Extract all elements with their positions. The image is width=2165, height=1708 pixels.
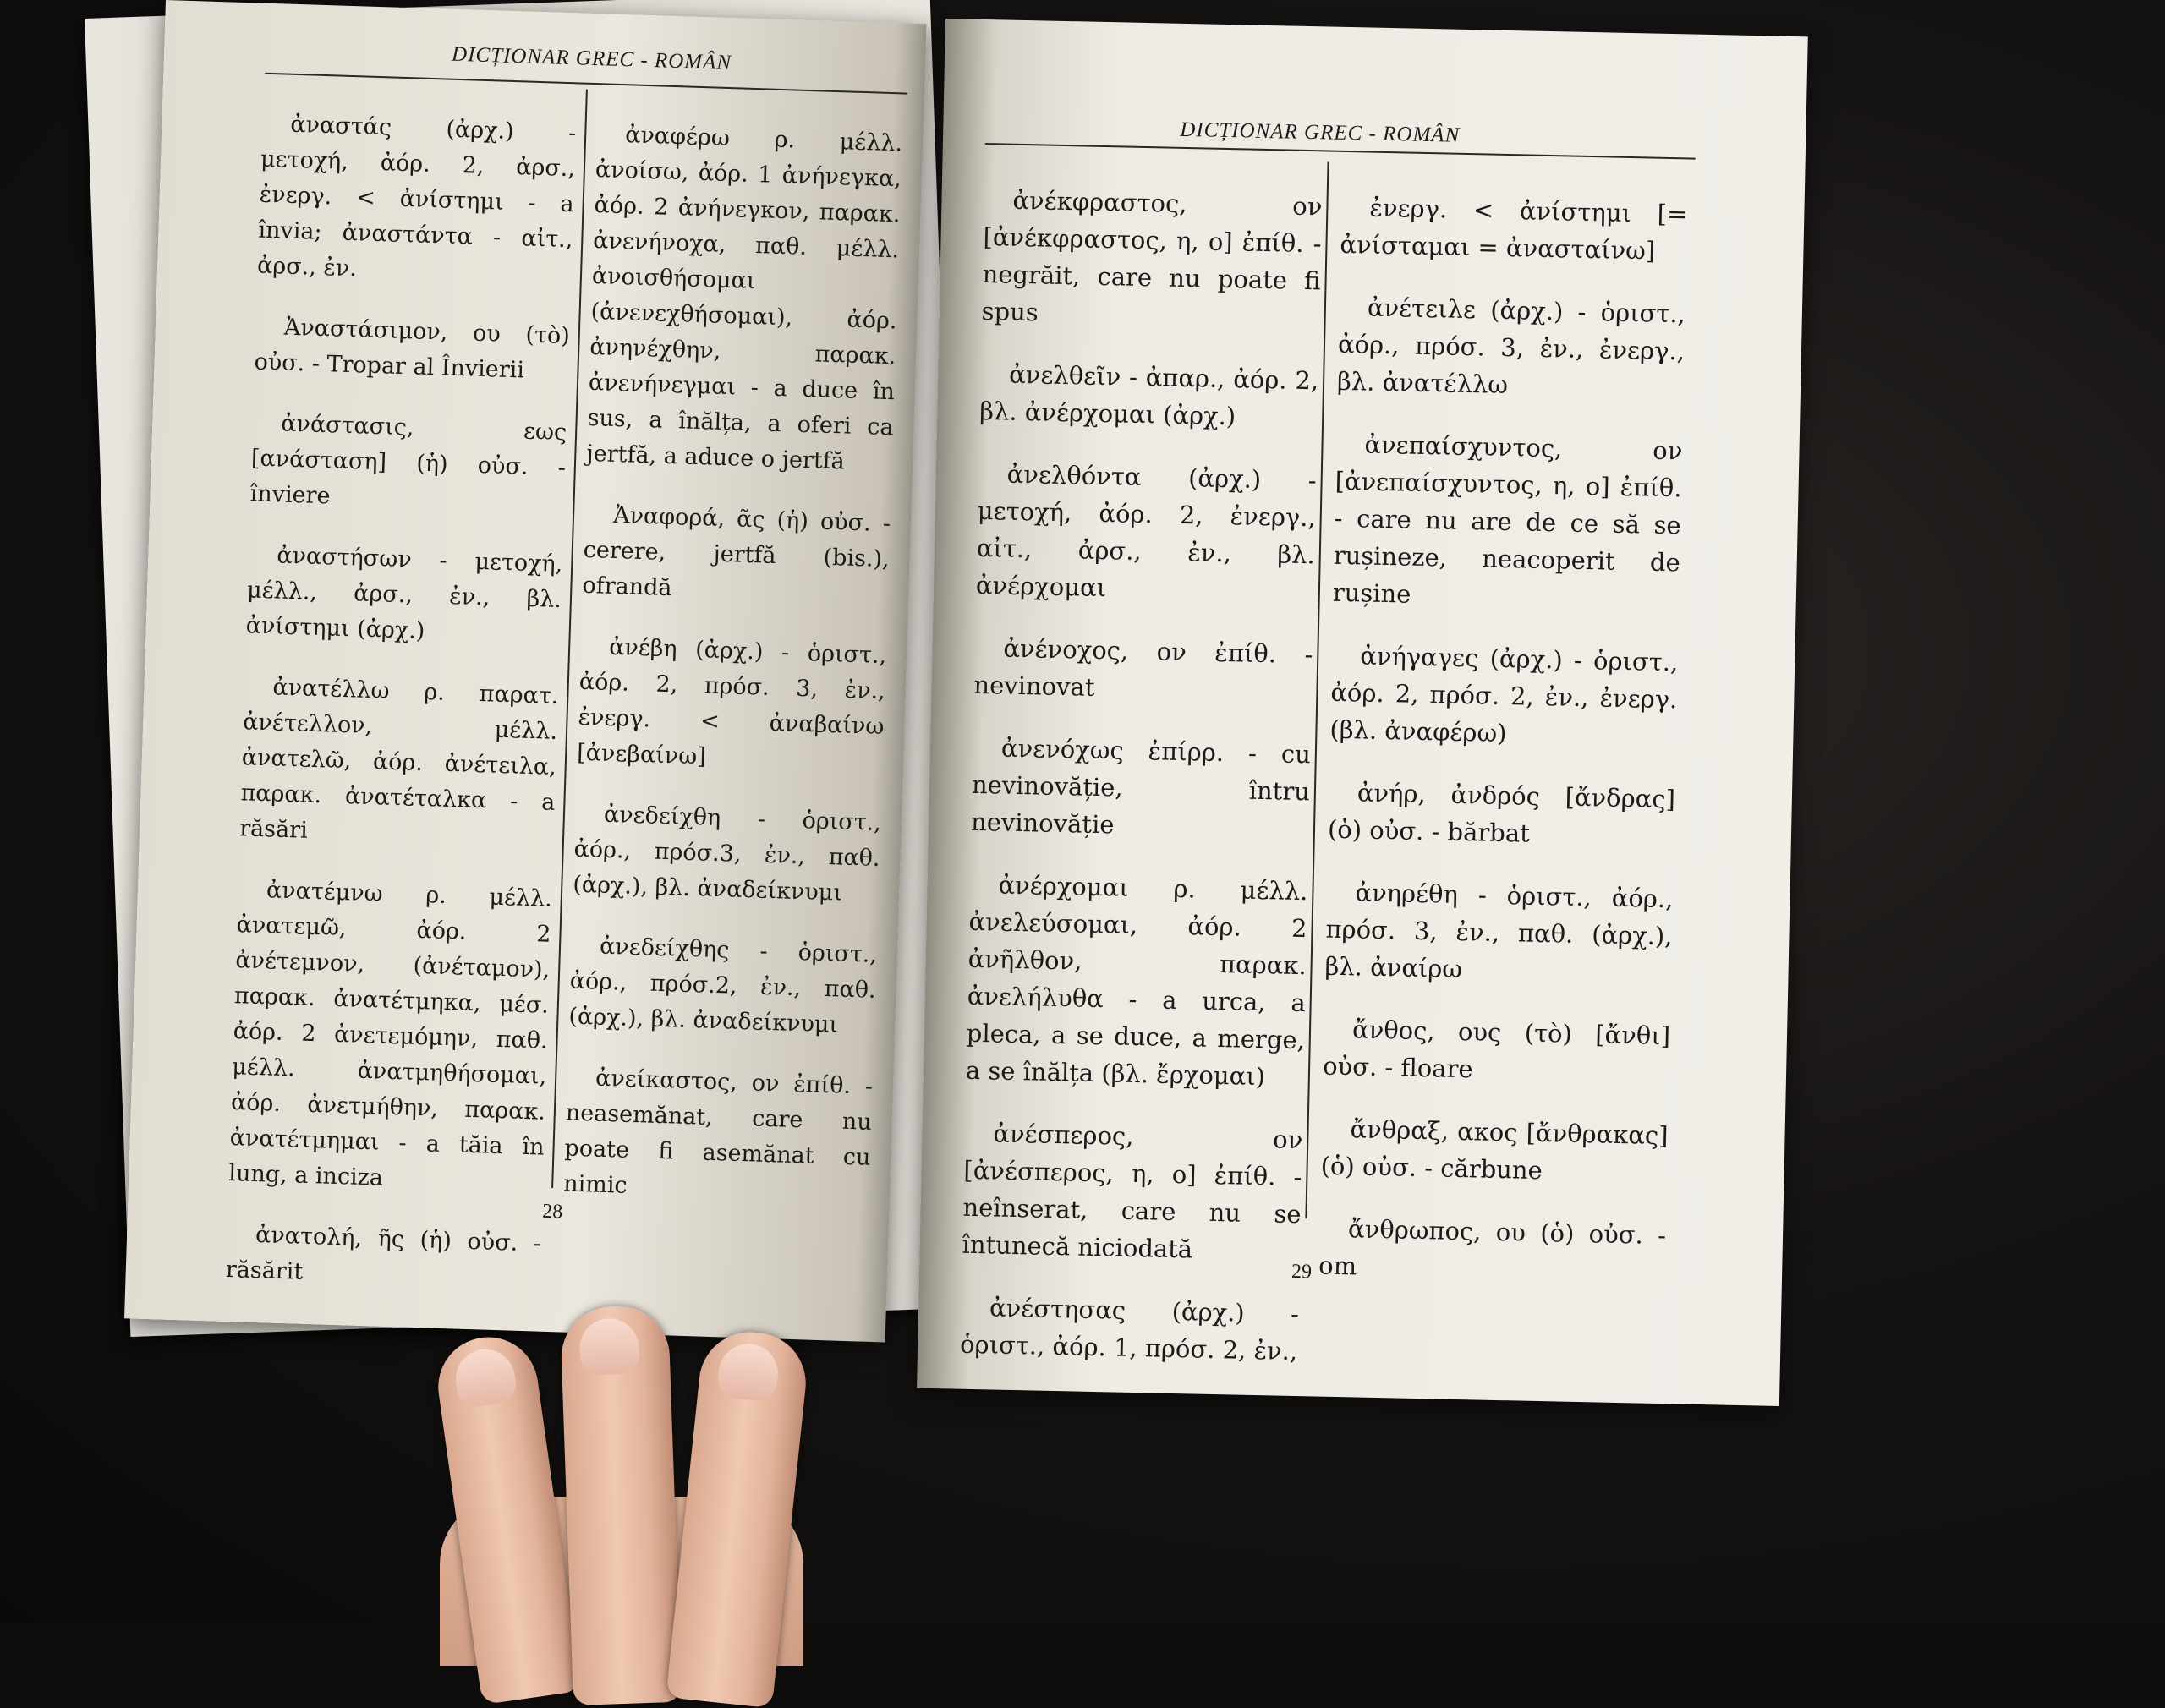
dictionary-entry: ἄνθος, ους (τὸ) [ἄνθι] οὐσ. - floare <box>1322 1015 1671 1084</box>
dictionary-entry: Ἀναφορά, ᾶς (ἡ) οὐσ. - cerere, jertfă (bis.), ofrandă <box>582 501 891 602</box>
dictionary-entry: ἀνενόχως ἐπίρρ. - cu nevinovăție, întru nevinovăție <box>970 733 1312 840</box>
dictionary-entry: ἀνατολή, ῆς (ἡ) οὐσ. - răsărit <box>225 1222 542 1285</box>
dictionary-entry: ἀνήγαγες (ἀρχ.) - ὁριστ., ἀόρ. 2, πρόσ. 2, ἐν., ἐνεργ. (βλ. ἀναφέρω) <box>1329 641 1679 748</box>
dictionary-entry: ἀνέτειλε (ἀρχ.) - ὁριστ., ἀόρ., πρόσ. 3, ἐν., ἐνεργ., βλ. ἀνατέλλω <box>1336 293 1686 400</box>
page-number-right: 29 <box>1291 1260 1313 1284</box>
dictionary-entry: Ἀναστάσιμον, ου (τὸ) οὐσ. - Tropar al Învierii <box>254 314 571 384</box>
dictionary-entry: ἀνέκφραστος, ον [ἀνέκφραστος, η, ο] ἐπίθ. - negrăit, care nu poate fi spus <box>981 185 1323 327</box>
right-page-column-a <box>959 156 1323 1395</box>
dictionary-entry: ἀνέβη (ἀρχ.) - ὁριστ., ἀόρ. 2, πρόσ. 3, ἐν., ἐνεργ. < ἀναβαίνω [ἀνεβαίνω] <box>576 633 887 770</box>
dictionary-entry: ἀνελθεῖν - ἀπαρ., ἀόρ. 2, βλ. ἀνέρχομαι (ἀρχ.) <box>978 359 1319 431</box>
dictionary-entry: ἄνθραξ, ακος [ἄνθρακας] (ὁ) οὐσ. - cărbune <box>1320 1114 1669 1185</box>
left-page-column-b <box>562 94 904 1237</box>
dictionary-entry: ἀνατέμνω ρ. μέλλ. ἀνατεμῶ, ἀόρ. 2 ἀνέτεμνον, (ἀνέταμον), παρακ. ἀνατέτμηκα, μέσ. ἀόρ. 2 ἀνετεμόμην, παθ. μέλλ. ἀνατμηθήσομαι, ἀόρ. ἀνετμήθην, παρακ. ἀνατέτμημαι - a tăia în lung, a inciza <box>227 877 553 1191</box>
dictionary-entry: ἀνέσπερος, ον [ἀνέσπερος, η, ο] ἐπίθ. - neînserat, care nu se întunecă niciodată <box>962 1119 1303 1264</box>
dictionary-entry: ἀναστήσων - μετοχή, μέλλ., ἀρσ., ἐν., βλ. ἀνίστημι (ἀρχ.) <box>245 542 563 644</box>
dictionary-entry: ἀνεδείχθης - ὁριστ., ἀόρ., πρόσ.2, ἐν., παθ. (ἀρχ.), βλ. ἀναδείκνυμι <box>567 933 878 1038</box>
fingernail <box>716 1341 781 1403</box>
dictionary-entry: ἀνεπαίσχυντος, ον [ἀνεπαίσχυντος, η, ο] ἐπίθ. - care nu are de ce să se rușineze, neacoperit de rușine <box>1332 430 1683 609</box>
dictionary-entry: ἀνέρχομαι ρ. μέλλ. ἀνελεύσομαι, ἀόρ. 2 ἀνῆλθον, παρακ. ἀνελήλυθα - a urca, a pleca, a se duce, a merge, a se înălța (βλ. ἔρχομαι) <box>965 870 1308 1092</box>
dictionary-entry: ἀνεδείχθη - ὁριστ., ἀόρ., πρόσ.3, ἐν., παθ. (ἀρχ.), βλ. ἀναδείκνυμι <box>572 801 882 906</box>
dictionary-entry: ἀνηρέθη - ὁριστ., ἀόρ., πρόσ. 3, ἐν., παθ. (ἀρχ.), βλ. ἀναίρω <box>1324 878 1674 984</box>
dictionary-entry: ἄνθρωπος, ου (ὁ) οὐσ. - om <box>1318 1214 1667 1281</box>
dictionary-entry: ἐνεργ. < ἀνίστημι [= ἀνίσταμαι = ἀνασταίνω] <box>1340 193 1688 266</box>
dictionary-entry: ἀνάστασις, εως [ανάσταση] (ἡ) οὐσ. - înviere <box>249 410 567 510</box>
dictionary-entry: ἀνελθόντα (ἀρχ.) - μετοχή, ἀόρ. 2, ἐνεργ., αἰτ., ἀρσ., ἐν., βλ. ἀνέρχομαι <box>975 459 1318 603</box>
dictionary-entry: ἀναστάς (ἀρχ.) - μετοχή, ἀόρ. 2, ἀρσ., ἐνεργ. < ἀνίστημι - a învia; ἀναστάντα - αἰτ., ἀρσ., ἐν. <box>256 111 577 282</box>
dictionary-entry: ἀνένοχος, ον ἐπίθ. - nevinovat <box>973 633 1313 702</box>
right-page <box>917 19 1808 1406</box>
dictionary-entry: ἀνείκαστος, ον ἐπίθ. - neasemănat, care nu poate fi asemănat cu nimic <box>562 1065 874 1199</box>
page-number-left: 28 <box>541 1200 563 1224</box>
fingernail <box>578 1317 639 1375</box>
fingernail <box>452 1345 518 1409</box>
right-page-column-b <box>1318 164 1688 1317</box>
running-head-left: DICȚIONAR GREC - ROMÂN <box>451 42 732 75</box>
dictionary-entry: ἀνήρ, ἀνδρός [ἄνδρας] (ὁ) οὐσ. - bărbat <box>1327 778 1676 848</box>
header-rule-right <box>985 143 1696 160</box>
running-head-right: DICȚIONAR GREC - ROMÂN <box>1180 118 1461 147</box>
left-page <box>124 0 927 1342</box>
dictionary-entry: ἀναφέρω ρ. μέλλ. ἀνοίσω, ἀόρ. 1 ἀνήνεγκα, ἀόρ. 2 ἀνήνεγκον, παρακ. ἀνενήνοχα, παθ. μέλλ. ἀνοισθήσομαι (ἀνενεχθήσομαι), ἀόρ. ἀνηνέχθην, παρακ. ἀνενήνεγμαι - a duce în sus, a înălța, a oferi ca jertfă, a aduce o jertfă <box>585 122 903 475</box>
dictionary-entry: ἀνέστησας (ἀρχ.) - ὁριστ., ἀόρ. 1, πρόσ. 2, ἐν., <box>959 1293 1300 1366</box>
dictionary-entry: ἀνατέλλω ρ. παρατ. ἀνέτελλον, μέλλ. ἀνατελῶ, ἀόρ. ἀνέτειλα, παρακ. ἀνατέταλκα - a răsări <box>238 674 559 844</box>
left-page-column-a <box>224 84 578 1323</box>
finger <box>560 1305 682 1705</box>
